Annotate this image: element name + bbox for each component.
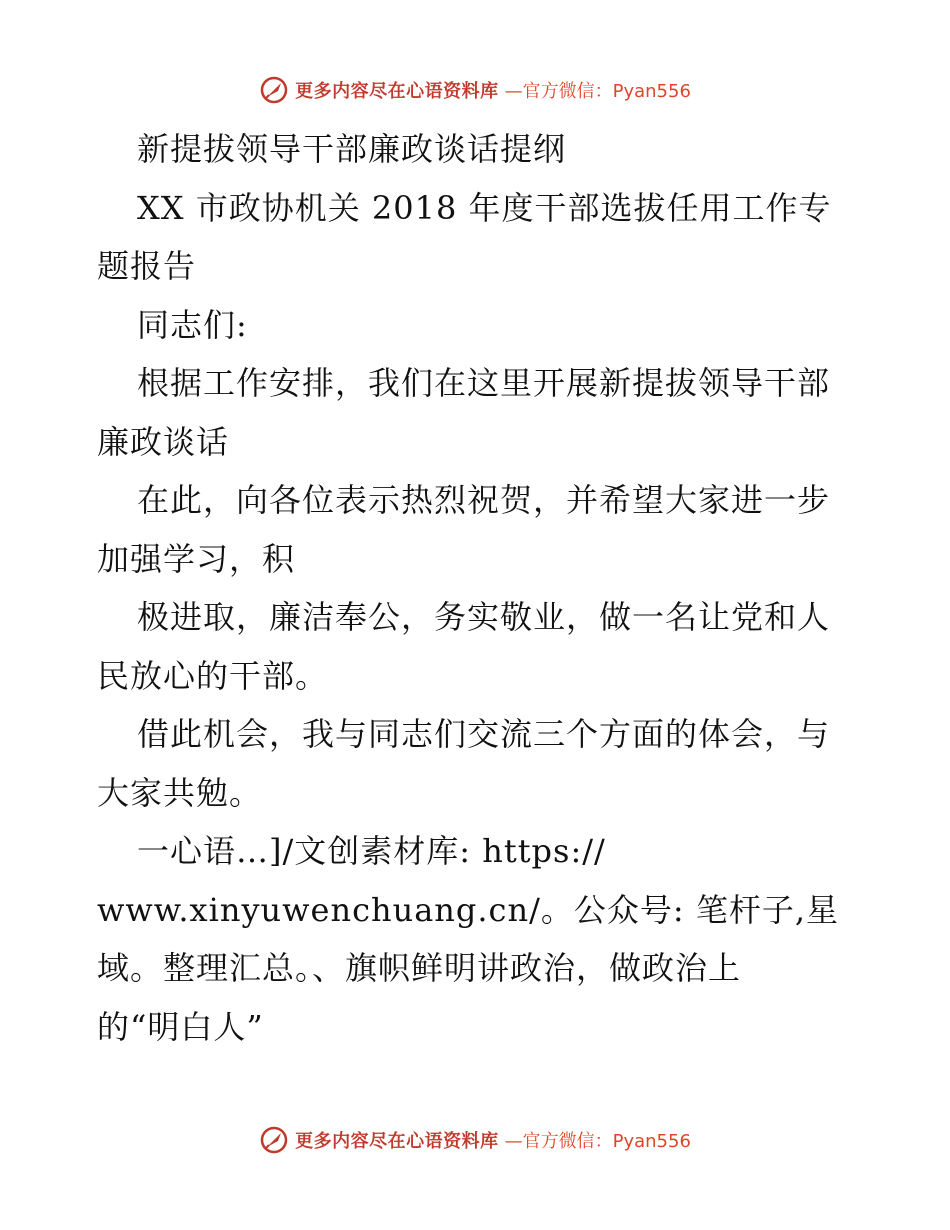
document-title: 新提拔领导干部廉政谈话提纲 <box>137 130 567 168</box>
paragraph-line: 借此机会，我与同志们交流三个方面的体会，与 <box>137 715 831 753</box>
document-body <box>97 120 877 1056</box>
quill-pen-logo-icon <box>259 1125 289 1155</box>
paragraph-line: 民放心的干部。 <box>97 656 329 695</box>
paragraph-line: 大家共勉。 <box>97 773 263 812</box>
section-heading: 的“明白人” <box>97 1007 264 1046</box>
paragraph-line: 廉政谈话 <box>97 422 230 461</box>
paragraph-line: 根据工作安排，我们在这里开展新提拔领导干部 <box>137 364 831 402</box>
paragraph-line: 在此，向各位表示热烈祝贺，并希望大家进一步 <box>137 481 831 519</box>
page-footer <box>0 1120 950 1160</box>
salutation: 同志们: <box>137 305 248 344</box>
footer-banner <box>259 1125 691 1155</box>
paragraph-line: 极进取，廉洁奉公，务实敬业，做一名让党和人 <box>137 598 831 636</box>
footer-banner-sub: —官方微信：Pyan556 <box>504 1131 691 1152</box>
header-banner-main: 更多内容尽在心语资料库 <box>295 81 499 102</box>
quill-pen-logo-icon <box>259 75 289 105</box>
header-banner-sub: —官方微信：Pyan556 <box>504 81 691 102</box>
paragraph-line: XX 市政协机关 2018 年度干部选拔任用工作专 <box>137 188 832 227</box>
footer-banner-main: 更多内容尽在心语资料库 <box>295 1131 499 1152</box>
page-header <box>0 70 950 110</box>
paragraph-line: 域。整理汇总。、旗帜鲜明讲政治，做政治上 <box>97 949 742 987</box>
paragraph-line: 加强学习，积 <box>97 539 296 578</box>
header-banner <box>259 75 691 105</box>
paragraph-line: 题报告 <box>97 247 197 285</box>
paragraph-line: 一心语…]/文创素材库: https:// <box>137 832 606 870</box>
paragraph-line: www.xinyuwenchuang.cn/。公众号: 笔杆子,星 <box>97 890 839 929</box>
